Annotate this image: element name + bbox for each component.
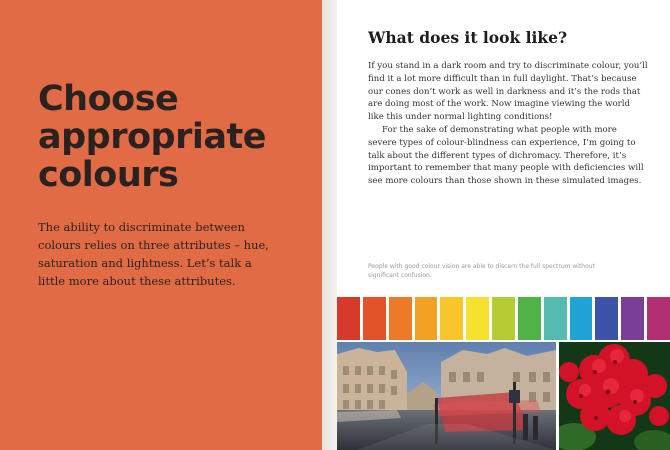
intro-text: The ability to discriminate between colours relies on three attributes – hue, saturation and lightness. Let’s talk a little more about these attributes.	[38, 220, 269, 288]
colour-swatch-8	[518, 297, 541, 340]
colour-spectrum	[337, 297, 670, 340]
colour-swatch-6	[466, 297, 489, 340]
colour-swatch-5	[440, 297, 463, 340]
colour-swatch-7	[492, 297, 515, 340]
colour-swatch-13	[647, 297, 670, 340]
image-caption: People with good colour vision are able to discern the full spectrum without significant confusion.	[368, 263, 595, 279]
colour-swatch-9	[544, 297, 567, 340]
paragraph-2: For the sake of demonstrating what people with more severe types of colour-blindness can experience, I’m going to talk about the different types of dichromacy. Therefore, it’s important to remember that many people with deficiencies will see more colours than those shown in these simulated images.	[368, 124, 644, 187]
page-headline: Choose appropriate colours	[38, 79, 266, 195]
colour-swatch-2	[363, 297, 386, 340]
colour-swatch-12	[621, 297, 644, 340]
red-flowers-photo	[559, 342, 670, 450]
page-gutter	[322, 0, 337, 450]
section-title: What does it look like?	[368, 28, 568, 47]
red-flowers-image	[559, 342, 670, 450]
colour-swatch-1	[337, 297, 360, 340]
paragraph-1: If you stand in a dark room and try to discriminate colour, you’ll find it a lot more difficult than in full daylight. That’s because our cones don’t work as well in darkness and it’s the rods that are doing most of the work. Now imagine viewing the world like this under normal lighting conditions!	[368, 61, 648, 123]
colour-swatch-10	[570, 297, 593, 340]
colour-swatch-3	[389, 297, 412, 340]
city-street-photo	[337, 342, 556, 450]
colour-swatch-11	[595, 297, 618, 340]
colour-swatch-4	[415, 297, 438, 340]
city-street-image	[337, 342, 556, 450]
body-text	[368, 60, 648, 188]
